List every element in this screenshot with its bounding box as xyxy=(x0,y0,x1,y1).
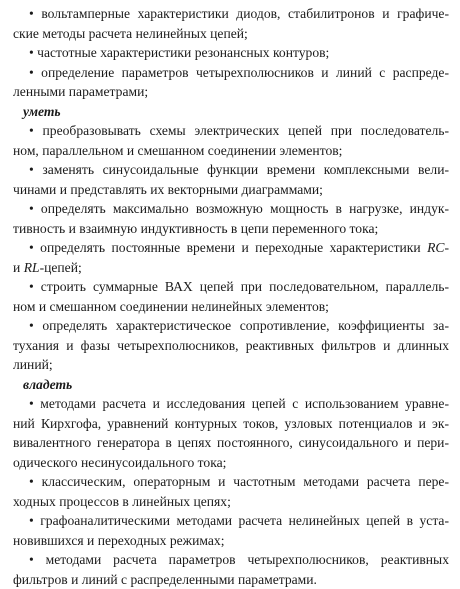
section-heading: владеть xyxy=(13,375,449,395)
text-line: • заменять синусоидальные функции времени комплексными вели- xyxy=(13,160,449,180)
text-line: • определять постоянные времени и переходные характеристики RC- xyxy=(13,238,449,258)
text-line: фильтров и линий с распределенными параметрами. xyxy=(13,570,449,589)
text-line: вивалентного генератора в цепях постоянного, синусоидального и пери- xyxy=(13,433,449,453)
text-line: одического несинусоидального тока; xyxy=(13,453,449,473)
text-line: • определение параметров четырехполюсников и линий с распреде- xyxy=(13,63,449,83)
text-line: ном, параллельном и смешанном соединении элементов; xyxy=(13,141,449,161)
text-line: • классическим, операторным и частотным методами расчета пере- xyxy=(13,472,449,492)
text-line: ний Кирхгофа, уравнений контурных токов, узловых потенциалов и эк- xyxy=(13,414,449,434)
text-block xyxy=(13,4,449,589)
text-line: ленными параметрами; xyxy=(13,82,449,102)
text-line: тивность и взаимную индуктивность в цепи переменного тока; xyxy=(13,219,449,239)
section-heading: уметь xyxy=(13,102,449,122)
text-line: ходных процессов в линейных цепях; xyxy=(13,492,449,512)
text-line: • частотные характеристики резонансных контуров; xyxy=(13,43,449,63)
text-line: • графоаналитическими методами расчета нелинейных цепей в уста- xyxy=(13,511,449,531)
text-line: ном и смешанном соединении нелинейных элементов; xyxy=(13,297,449,317)
text-line: • определять максимально возможную мощность в нагрузке, индук- xyxy=(13,199,449,219)
text-line: новившихся и переходных режимах; xyxy=(13,531,449,551)
text-line: тухания и фазы четырехполюсников, реактивных фильтров и длинных xyxy=(13,336,449,356)
text-line: • преобразовывать схемы электрических цепей при последователь- xyxy=(13,121,449,141)
document-page xyxy=(13,4,449,589)
text-line: линий; xyxy=(13,355,449,375)
text-line: • определять характеристическое сопротивление, коэффициенты за- xyxy=(13,316,449,336)
text-line: и RL-цепей; xyxy=(13,258,449,278)
text-line: • строить суммарные ВАХ цепей при последовательном, параллель- xyxy=(13,277,449,297)
text-line: ские методы расчета нелинейных цепей; xyxy=(13,24,449,44)
text-line: чинами и представлять их векторными диаграммами; xyxy=(13,180,449,200)
text-line: • методами расчета и исследования цепей с использованием уравне- xyxy=(13,394,449,414)
text-line: • методами расчета параметров четырехполюсников, реактивных xyxy=(13,550,449,570)
text-line: • вольтамперные характеристики диодов, стабилитронов и графиче- xyxy=(13,4,449,24)
